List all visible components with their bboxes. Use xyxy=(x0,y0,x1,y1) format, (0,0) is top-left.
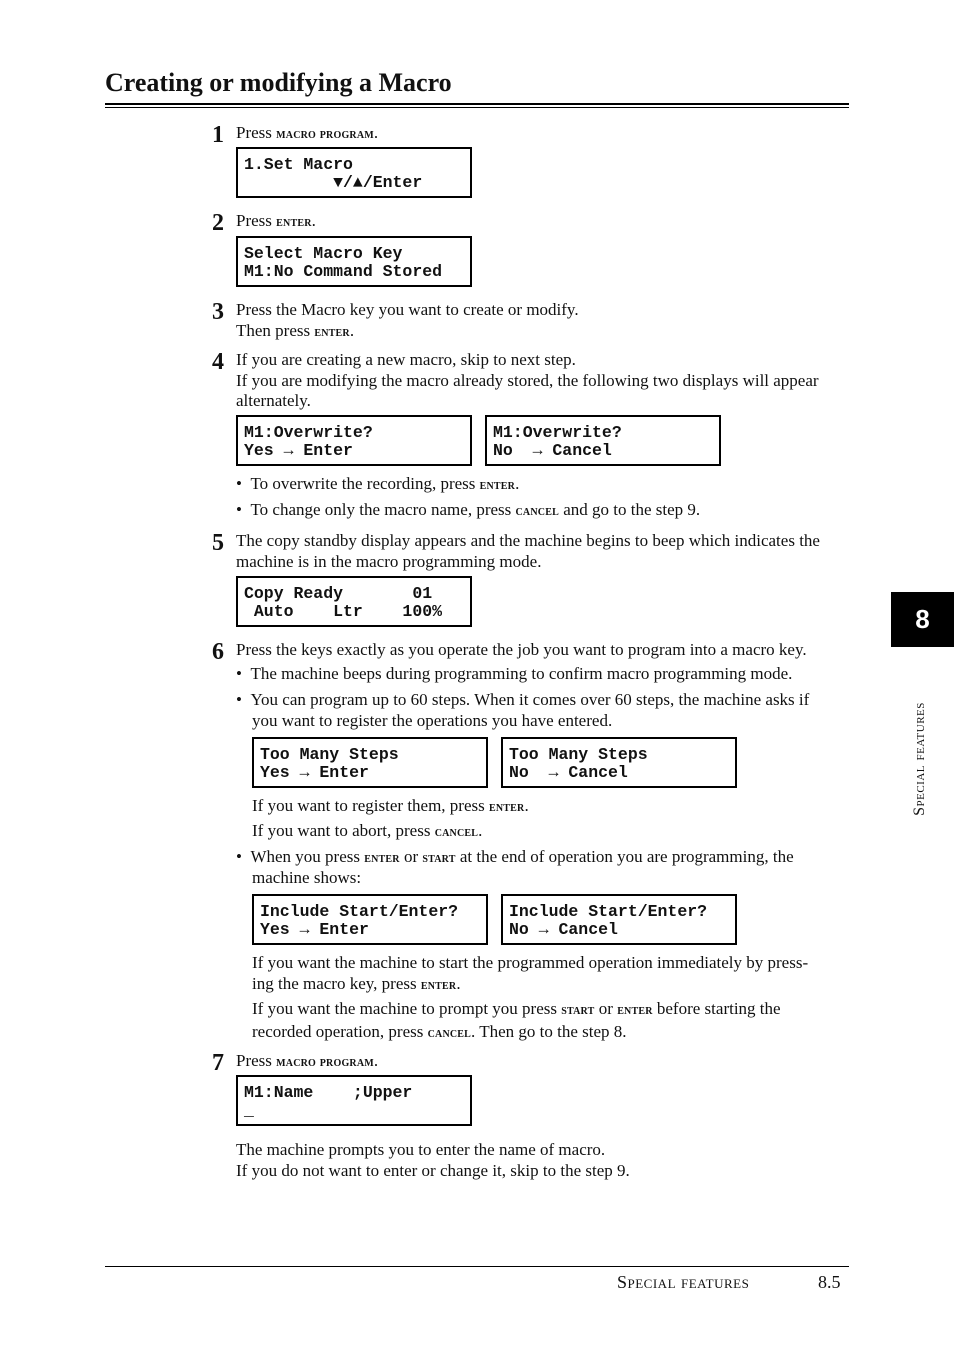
key-enter: enter xyxy=(617,1003,653,1018)
step-number: 2 xyxy=(212,210,224,236)
footer-rule xyxy=(105,1266,849,1267)
lcd-display: Select Macro Key M1:No Command Stored xyxy=(236,236,472,287)
lcd-display: Copy Ready 01 Auto Ltr 100% xyxy=(236,576,472,627)
key-enter: enter xyxy=(420,977,457,993)
footer-section: Special features xyxy=(617,1272,750,1292)
step-number: 7 xyxy=(212,1050,224,1076)
body-text: If you want the machine to start the programmed operation immediately by press- ing the macro key, press enter. xyxy=(252,953,809,993)
page-number: 8.5 xyxy=(818,1272,841,1292)
title-rule-thin xyxy=(105,107,849,108)
step-number: 5 xyxy=(212,530,224,556)
lcd-display: Too Many Steps Yes → Enter xyxy=(252,737,488,788)
step-text: Press enter. xyxy=(236,211,316,230)
body-text: If you want to register them, press enter. xyxy=(252,796,529,815)
lcd-display: Include Start/Enter? Yes → Enter xyxy=(252,894,488,945)
step-text: The copy standby display appears and the machine begins to beep which indicates the machine is in the macro programming mode. xyxy=(236,531,820,571)
key-enter: enter xyxy=(479,478,516,493)
key-enter: enter xyxy=(489,800,525,815)
body-text: If you want to abort, press cancel. xyxy=(252,821,483,840)
step-number: 1 xyxy=(212,122,224,148)
key-enter: enter xyxy=(276,215,312,230)
key-cancel: cancel xyxy=(434,825,479,840)
key-macro-program: macro program xyxy=(276,1055,374,1070)
lcd-display: M1:Overwrite? No → Cancel xyxy=(485,415,721,466)
key-enter: enter xyxy=(364,851,400,866)
key-enter: enter xyxy=(314,324,350,340)
step-number: 6 xyxy=(212,639,224,665)
step-text: If you are creating a new macro, skip to next step. If you are modifying the macro already stored, the following two displays will appear alternately. xyxy=(236,350,819,410)
step-text: Press the Macro key you want to create or modify. Then press enter. xyxy=(236,300,579,340)
step-text: Press macro program. xyxy=(236,1051,379,1070)
key-start: start xyxy=(422,851,456,866)
bullet-continuation: machine shows: xyxy=(252,868,362,887)
step-number: 4 xyxy=(212,349,224,375)
bullet-item: • To overwrite the recording, press enter. xyxy=(236,474,520,493)
chapter-tab: 8 xyxy=(891,592,954,647)
side-section-label: Special features xyxy=(911,702,928,816)
bullet-item: • To change only the macro name, press cancel and go to the step 9. xyxy=(236,500,701,519)
key-macro-program: macro program xyxy=(276,127,374,142)
bullet-continuation: you want to register the operations you have entered. xyxy=(252,711,613,730)
lcd-display: M1:Overwrite? Yes → Enter xyxy=(236,415,472,466)
step-number: 3 xyxy=(212,299,224,325)
key-start: start xyxy=(561,1003,595,1018)
key-cancel: cancel xyxy=(515,504,559,519)
lcd-display: Too Many Steps No → Cancel xyxy=(501,737,737,788)
bullet-item: • The machine beeps during programming to confirm macro programming mode. xyxy=(236,664,793,683)
step-text: Press macro program. xyxy=(236,123,379,142)
body-text: The machine prompts you to enter the name of macro. If you do not want to enter or change it, skip to the step 9. xyxy=(236,1140,630,1180)
bullet-item: • You can program up to 60 steps. When it comes over 60 steps, the machine asks if xyxy=(236,690,810,709)
bullet-item: • When you press enter or start at the end of operation you are programming, the xyxy=(236,847,794,866)
body-text: If you want the machine to prompt you press start or enter before starting the recorded operation, press cancel. Then go to the step 8. xyxy=(252,999,781,1041)
lcd-display: M1:Name ;Upper _ xyxy=(236,1075,472,1126)
title-rule-thick xyxy=(105,103,849,105)
page-title: Creating or modifying a Macro xyxy=(105,68,452,97)
step-text: Press the keys exactly as you operate the job you want to program into a macro key. xyxy=(236,640,807,659)
key-cancel: cancel xyxy=(427,1025,472,1041)
lcd-display: Include Start/Enter? No → Cancel xyxy=(501,894,737,945)
lcd-display: 1.Set Macro ▼/▲/Enter xyxy=(236,147,472,198)
